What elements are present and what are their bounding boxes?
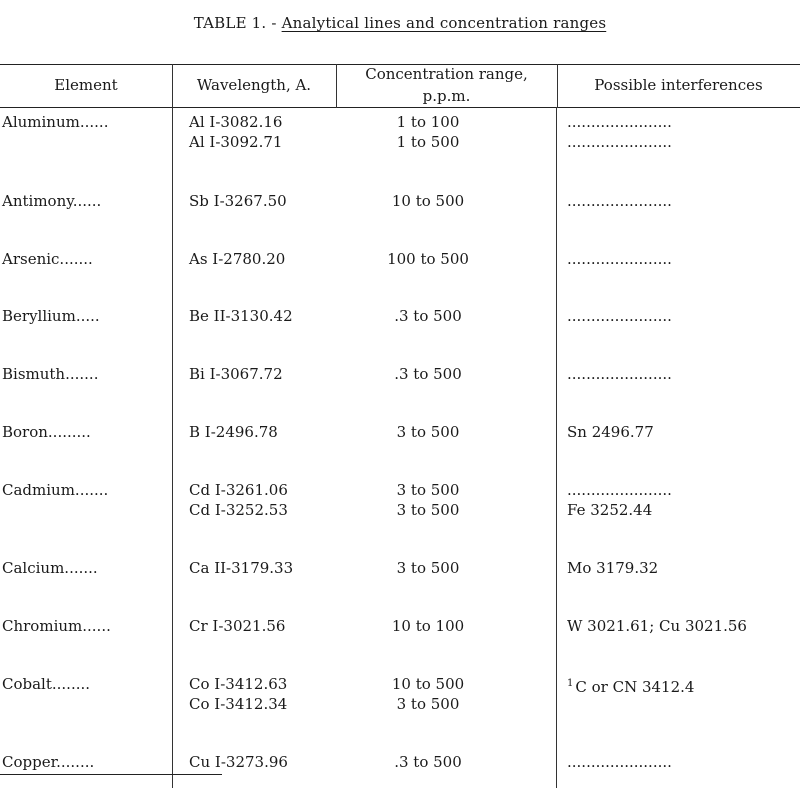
cell-interference: ......................: [567, 365, 672, 383]
cell-wavelength: Co I-3412.34: [189, 695, 288, 713]
cell-wavelength: Al I-3092.71: [189, 133, 283, 151]
cell-element: Arsenic.......: [2, 250, 93, 268]
cell-wavelength: Co I-3412.63: [189, 675, 288, 693]
cell-interference: ......................: [567, 192, 672, 210]
cell-range: 1 to 100: [396, 113, 460, 131]
cell-element: Antimony......: [2, 192, 102, 210]
header-wavelength: Wavelength, A.: [196, 76, 312, 94]
cell-element: Calcium.......: [2, 559, 98, 577]
cell-range: 3 to 500: [396, 481, 460, 499]
footnote-marker: 1: [567, 678, 574, 689]
cell-range: 3 to 500: [396, 423, 460, 441]
cell-range: .3 to 500: [394, 307, 462, 325]
cell-range: 1 to 500: [396, 133, 460, 151]
cell-range: 3 to 500: [396, 501, 460, 519]
header-element: Element: [54, 76, 118, 94]
table-title-caption: Analytical lines and concentration ranges: [281, 14, 607, 32]
cell-range: 3 to 500: [396, 559, 460, 577]
cell-range: 100 to 500: [387, 250, 469, 268]
cell-element: Cobalt........: [2, 675, 91, 693]
cell-range: 10 to 500: [391, 675, 465, 693]
cell-interference: ......................: [567, 307, 672, 325]
cell-wavelength: B I-2496.78: [189, 423, 278, 441]
cell-range: 10 to 100: [391, 617, 465, 635]
cell-wavelength: Cr I-3021.56: [189, 617, 286, 635]
header-concentration-line2: p.p.m.: [422, 87, 471, 105]
cell-wavelength: Ca II-3179.33: [189, 559, 294, 577]
cell-range: 3 to 500: [396, 695, 460, 713]
bottom-partial-rule: [0, 774, 222, 775]
cell-wavelength: As I-2780.20: [189, 250, 286, 268]
column-divider-3: [556, 107, 557, 788]
cell-element: Copper........: [2, 753, 95, 771]
table-title-prefix: TABLE 1. -: [193, 14, 282, 32]
cell-interference: ......................: [567, 133, 672, 151]
cell-element: Beryllium.....: [2, 307, 100, 325]
cell-interference: Mo 3179.32: [567, 559, 659, 577]
cell-interference: Sn 2496.77: [567, 423, 654, 441]
header-concentration-line1: Concentration range,: [365, 65, 528, 83]
cell-range: .3 to 500: [394, 753, 462, 771]
header-bottom-rule: [0, 107, 800, 108]
table-title: [0, 14, 800, 32]
cell-interference: ......................: [567, 481, 672, 499]
cell-wavelength: Cd I-3252.53: [189, 501, 288, 519]
column-divider-1: [172, 107, 173, 788]
cell-wavelength: Cd I-3261.06: [189, 481, 288, 499]
header-interferences: Possible interferences: [594, 76, 763, 94]
cell-range: 10 to 500: [391, 192, 465, 210]
cell-element: Boron.........: [2, 423, 91, 441]
cell-wavelength: Bi I-3067.72: [189, 365, 283, 383]
cell-interference: ......................: [567, 753, 672, 771]
cell-interference: ......................: [567, 250, 672, 268]
cell-wavelength: Be II-3130.42: [189, 307, 293, 325]
cell-element: Cadmium.......: [2, 481, 109, 499]
cell-element: Aluminum......: [2, 113, 109, 131]
cell-range: .3 to 500: [394, 365, 462, 383]
cell-wavelength: Sb I-3267.50: [189, 192, 287, 210]
cell-interference: Fe 3252.44: [567, 501, 653, 519]
cell-wavelength: Al I-3082.16: [189, 113, 283, 131]
cell-wavelength: Cu I-3273.96: [189, 753, 288, 771]
cell-interference: C or CN 3412.4: [575, 678, 695, 696]
cell-interference: ......................: [567, 113, 672, 131]
cell-element: Chromium......: [2, 617, 111, 635]
cell-element: Bismuth.......: [2, 365, 99, 383]
cell-interference-with-footnote: [567, 674, 694, 697]
cell-interference: W 3021.61; Cu 3021.56: [567, 617, 747, 635]
